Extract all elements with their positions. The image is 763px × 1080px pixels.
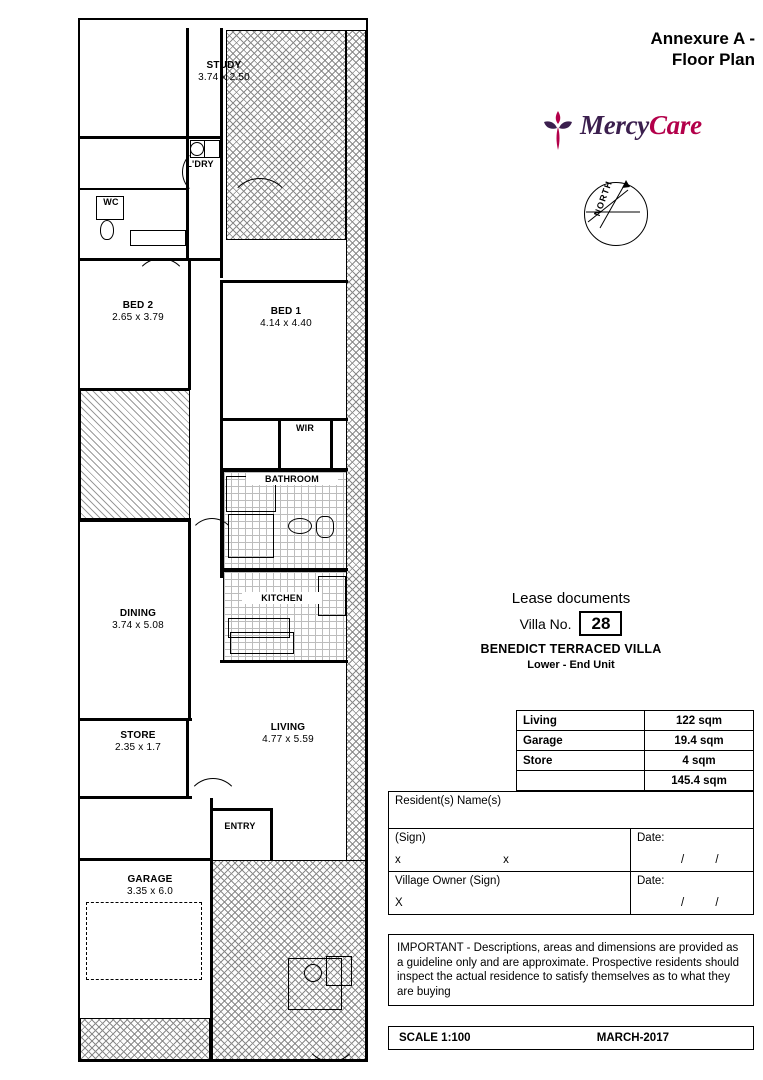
- page-title-line1: Annexure A -: [650, 29, 755, 48]
- garage-door-swing: [86, 902, 202, 980]
- owner-date-label: Date:: [637, 875, 665, 887]
- page-title: [555, 28, 755, 70]
- door-arc-exterior: [304, 1008, 358, 1062]
- villa-type: BENEDICT TERRACED VILLA: [480, 642, 662, 656]
- wall-bed2-south: [80, 388, 190, 391]
- door-arc-dining: [188, 518, 236, 566]
- owner-date-cell[interactable]: [631, 872, 754, 915]
- hot-water-unit-icon: [326, 956, 352, 986]
- owner-x-mark: X: [395, 897, 403, 909]
- outdoor-fixture-2: [304, 964, 322, 982]
- room-label-dining: DINING 3.74 x 5.08: [112, 608, 164, 631]
- villa-number-value: 28: [579, 611, 622, 636]
- important-notice: IMPORTANT - Descriptions, areas and dimensions are provided as a guideline only and are approximate. Prospective residents should inspect the actual residence to satisfy themselves as to what they are buying: [388, 934, 754, 1006]
- residents-names-field[interactable]: Resident(s) Name(s): [389, 792, 754, 829]
- paving-driveway: [80, 1018, 210, 1060]
- wall-store-south: [80, 796, 192, 799]
- room-label-entry: ENTRY: [224, 821, 256, 831]
- wall-entry-east: [270, 808, 273, 860]
- owner-sign-label: Village Owner (Sign): [395, 875, 501, 887]
- scale-footer: [388, 1026, 754, 1050]
- wall-bed1-south: [220, 418, 348, 421]
- area-schedule-table: [516, 710, 754, 791]
- mercycare-figure-icon: [540, 108, 576, 152]
- resident-sign-cell[interactable]: [389, 829, 631, 872]
- floor-plan-drawing: [78, 18, 368, 1062]
- room-label-laundry: L'DRY: [186, 159, 214, 169]
- wall-wc-north: [80, 188, 186, 190]
- table-row: [389, 792, 754, 829]
- wall-bed2-east: [188, 260, 191, 390]
- wall-bed1-north: [220, 280, 348, 283]
- scale-value: SCALE 1:100: [399, 1032, 471, 1044]
- wall-kitchen-south: [220, 660, 348, 663]
- owner-date-value: / /: [681, 897, 733, 909]
- door-arc-laundry: [182, 148, 230, 196]
- room-label-store: STORE 2.35 x 1.7: [115, 730, 161, 753]
- lease-heading: Lease documents: [511, 590, 631, 607]
- mercycare-logo-text: MercyCare: [580, 110, 702, 140]
- table-row: [389, 829, 754, 872]
- wall-study-south: [80, 136, 223, 139]
- resident-x-mark-2: x: [503, 854, 509, 866]
- villa-number-label: Villa No.: [519, 615, 572, 632]
- lease-documents-block: [388, 590, 754, 671]
- table-row: [517, 711, 754, 731]
- area-label-garage: Garage: [517, 731, 645, 751]
- page-title-line2: Floor Plan: [671, 50, 755, 69]
- room-label-bathroom: BATHROOM: [246, 473, 338, 485]
- room-label-study: STUDY 3.74 x 2.50: [198, 60, 250, 83]
- table-row: [517, 751, 754, 771]
- area-label-total: [517, 771, 645, 791]
- cooktop-icon: [318, 576, 346, 616]
- compass-north-label: NORTH: [592, 179, 615, 218]
- wall-garage-north: [80, 858, 212, 861]
- laundry-bench: [130, 230, 186, 246]
- room-label-garage: GARAGE 3.35 x 6.0: [127, 874, 173, 897]
- villa-number-row: [388, 611, 754, 636]
- area-value-total: 145.4 sqm: [645, 771, 754, 791]
- resident-sign-label: (Sign): [395, 832, 426, 844]
- resident-date-cell[interactable]: [631, 829, 754, 872]
- paving-area-west: [80, 390, 190, 522]
- mercycare-logo: [540, 108, 755, 154]
- resident-x-mark-1: x: [395, 854, 401, 866]
- room-label-wir: WIR: [295, 423, 315, 433]
- room-label-bed1: BED 1 4.14 x 4.40: [260, 306, 312, 329]
- owner-sign-cell[interactable]: [389, 872, 631, 915]
- signature-table: [388, 791, 754, 915]
- plan-date: MARCH-2017: [596, 1032, 669, 1044]
- wall-store-north: [80, 718, 192, 721]
- table-row: [517, 771, 754, 791]
- room-label-bed2: BED 2 2.65 x 3.79: [112, 300, 164, 323]
- area-value-garage: 19.4 sqm: [645, 731, 754, 751]
- wc-pan-icon: [100, 220, 114, 240]
- compass-rose-icon: [578, 176, 652, 250]
- sink-icon: [230, 632, 294, 654]
- room-label-kitchen: KITCHEN: [242, 592, 322, 604]
- area-value-living: 122 sqm: [645, 711, 754, 731]
- area-label-living: Living: [517, 711, 645, 731]
- wall-wir-east: [330, 418, 333, 470]
- resident-date-value: / /: [681, 854, 733, 866]
- wall-dining-north: [80, 518, 190, 521]
- villa-position: Lower - End Unit: [527, 659, 615, 671]
- table-row: [389, 872, 754, 915]
- wall-bed1-west: [220, 280, 223, 420]
- toilet-icon: [316, 516, 334, 538]
- room-label-living: LIVING 4.77 x 5.59: [262, 722, 314, 745]
- door-arc-study: [228, 178, 292, 242]
- area-value-store: 4 sqm: [645, 751, 754, 771]
- room-label-wc: WC: [103, 197, 119, 207]
- resident-date-label: Date:: [637, 832, 665, 844]
- area-label-store: Store: [517, 751, 645, 771]
- table-row: [517, 731, 754, 751]
- basin-icon: [288, 518, 312, 534]
- wall-garage-east: [210, 798, 213, 1060]
